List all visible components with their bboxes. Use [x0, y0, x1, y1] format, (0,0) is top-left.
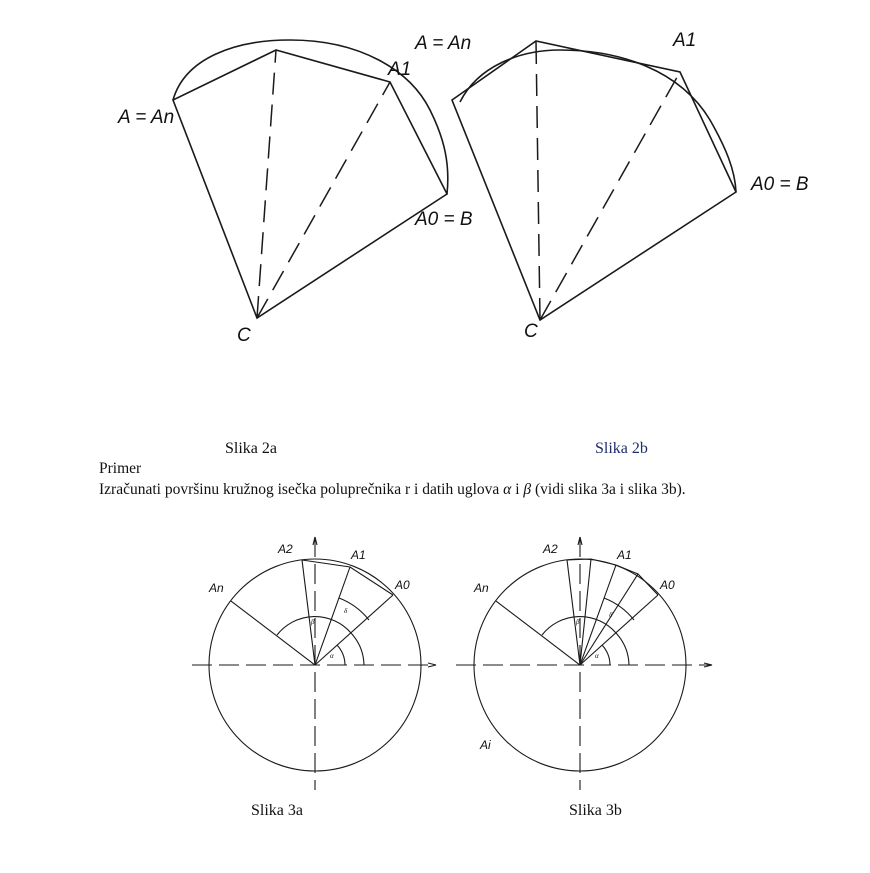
primer-alpha: α: [503, 481, 512, 498]
fig3a-label-an: An: [209, 581, 224, 595]
fig2b-dashed-radius-1: [536, 41, 540, 320]
fig3b-arc-alpha-outer: [616, 633, 629, 665]
fig2b-arc: [460, 50, 736, 192]
fig2a-dashed-radius-1: [257, 50, 276, 318]
fig3b-label-a0: A0: [660, 578, 675, 592]
fig3b-radius-an: [496, 601, 580, 665]
figure-3b: [456, 537, 712, 790]
primer-heading: Primer: [99, 460, 142, 477]
fig3a-label-a1: A1: [351, 548, 366, 562]
fig2b-label-c: C: [524, 321, 538, 342]
fig3b-label-ai: Ai: [480, 738, 491, 752]
fig3a-label-a2: A2: [278, 542, 293, 556]
fig3a-angle-alpha: α: [330, 652, 334, 660]
fig3b-radius-a2: [567, 560, 580, 665]
fig3a-angle-delta: δ: [344, 607, 348, 615]
fig3a-x-axis-arrow: [428, 663, 436, 667]
figure-3a: [192, 537, 436, 790]
primer-text: [99, 481, 686, 499]
caption-slika-2b: Slika 2b: [595, 440, 648, 457]
primer-text-end: (vidi slika 3a i slika 3b).: [531, 481, 686, 498]
fig3a-arc-alpha-inner: [337, 645, 345, 665]
fig3a-radius-a2: [302, 560, 315, 665]
fig3b-label-an: An: [474, 581, 489, 595]
fig3b-arc-alpha-inner: [602, 645, 610, 665]
fig2a-label-a-eq-an: A = An: [118, 107, 175, 128]
fig3b-angle-alpha: α: [595, 652, 599, 660]
fig2a-outline: [173, 50, 447, 318]
primer-and: i: [511, 481, 524, 498]
fig3b-radius-mid-2: [580, 574, 638, 665]
fig3b-chords: [567, 559, 658, 595]
fig3a-angle-beta: β: [311, 618, 315, 626]
figure-2a: [117, 40, 473, 346]
fig2a-dashed-radius-2: [257, 82, 390, 318]
fig2a-label-a1: A1: [388, 59, 412, 80]
fig3a-label-a0: A0: [395, 578, 410, 592]
fig2b-label-a0-eq-b: A0 = B: [751, 174, 809, 195]
fig3a-arc-alpha-outer: [351, 633, 364, 665]
fig2b-label-a-eq-an: A = An: [415, 33, 472, 54]
fig2b-label-a1: A1: [673, 30, 697, 51]
fig3b-angle-delta: δ: [609, 611, 613, 619]
figure-2b: [414, 30, 809, 342]
fig3b-label-a2: A2: [543, 542, 558, 556]
caption-slika-3b: Slika 3b: [569, 802, 622, 819]
fig2a-label-a0-eq-b: A0 = B: [415, 209, 473, 230]
primer-text-start: Izračunati površinu kružnog isečka poluprečnika r i datih uglova: [99, 481, 504, 498]
fig3a-radius-a1: [315, 567, 350, 665]
fig2b-dashed-radius-2: [540, 72, 680, 320]
primer-beta: β: [523, 481, 532, 498]
fig3a-chords: [302, 560, 393, 595]
fig3a-radius-an: [231, 601, 315, 665]
caption-slika-3a: Slika 3a: [251, 802, 303, 819]
caption-slika-2a: Slika 2a: [225, 440, 277, 457]
fig2a-label-c: C: [237, 325, 251, 346]
fig3b-label-a1: A1: [617, 548, 632, 562]
fig2b-outline: [452, 41, 736, 320]
fig3b-angle-beta: β: [576, 618, 580, 626]
